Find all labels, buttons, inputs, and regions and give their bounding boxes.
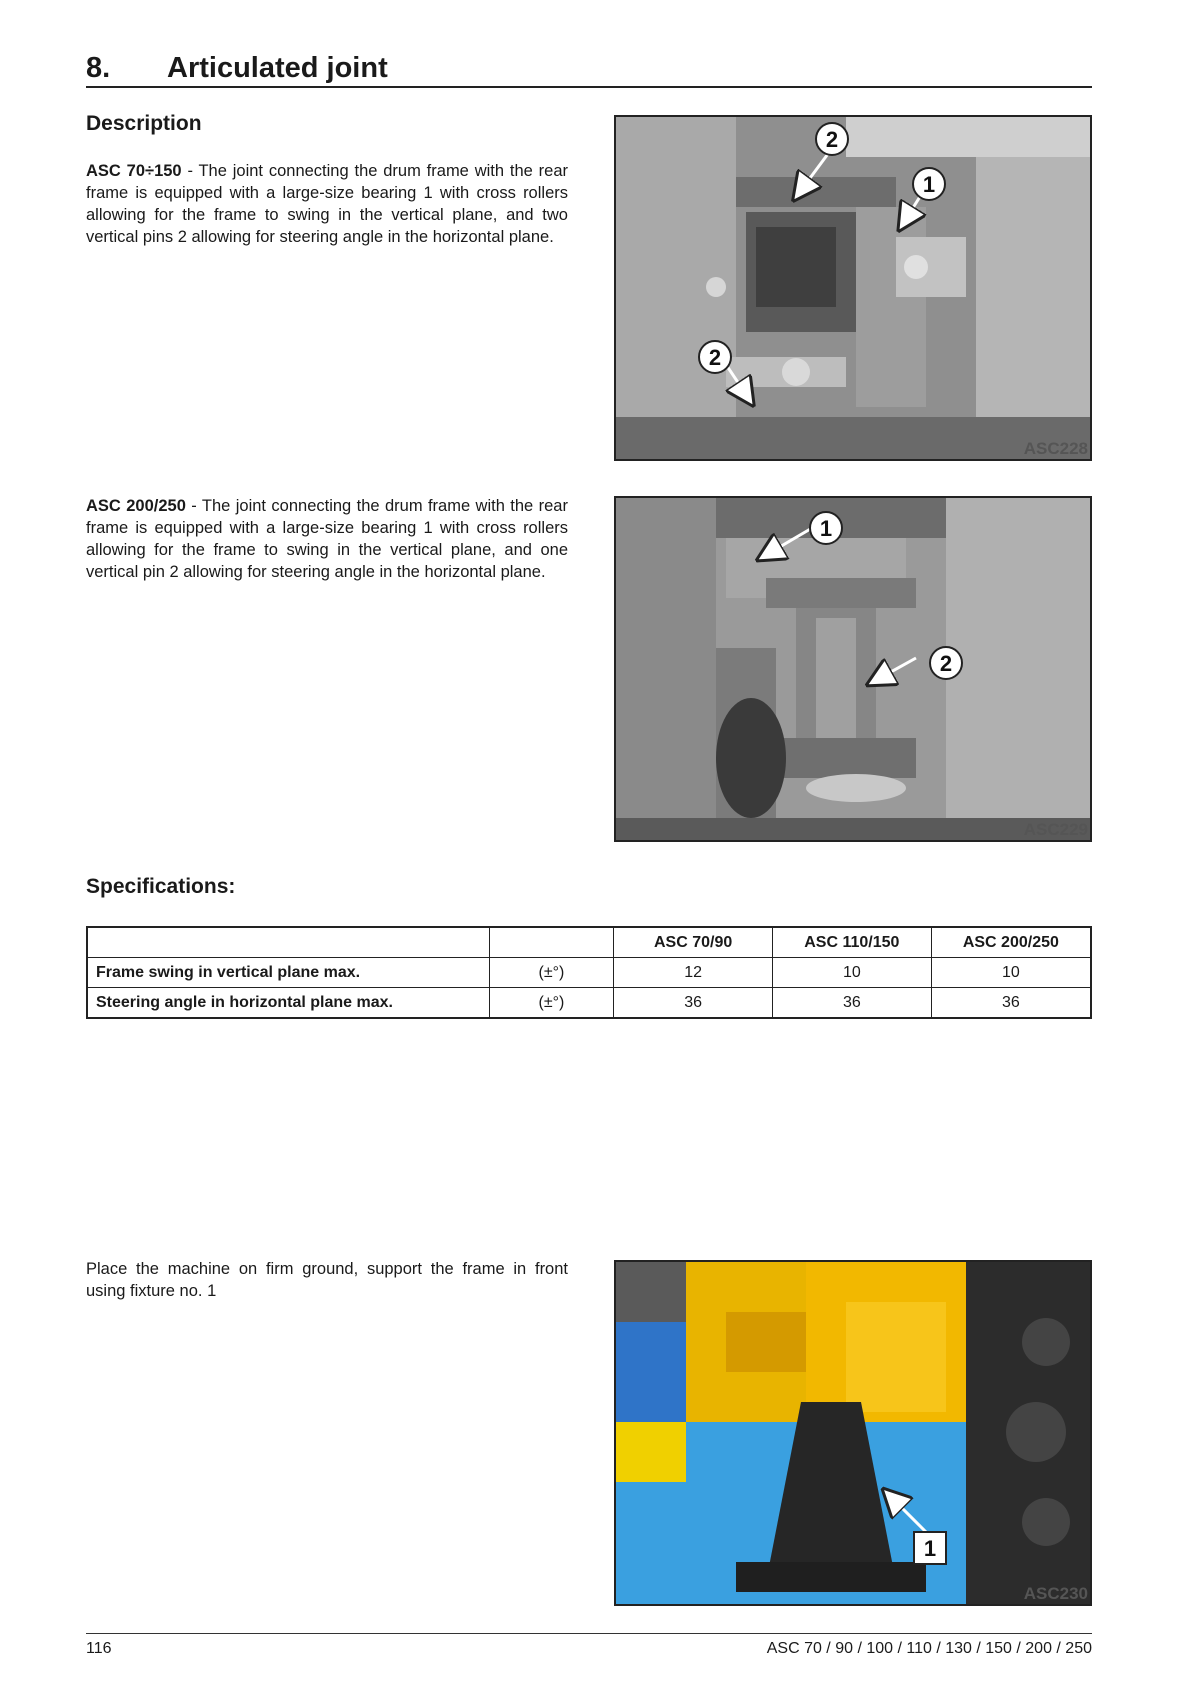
photo-asc229-image — [616, 498, 1090, 840]
procedure-text: Place the machine on firm ground, support the frame in front using fixture no. 1 — [86, 1260, 568, 1300]
table-header — [489, 927, 614, 958]
callout-number: 1 — [922, 172, 936, 197]
table-cell: 36 — [772, 988, 931, 1019]
table-row — [87, 988, 1091, 1019]
callout-number: 2 — [708, 345, 722, 370]
callout-number: 1 — [819, 516, 833, 541]
specifications-table — [86, 926, 1092, 1019]
photo-code: ASC229 — [1023, 820, 1088, 839]
footer-models: ASC 70 / 90 / 100 / 110 / 130 / 150 / 200 / 250 — [766, 1640, 1092, 1657]
photo-asc228-image — [616, 117, 1090, 459]
row-unit: (±°) — [489, 988, 614, 1019]
callout-number: 1 — [923, 1536, 937, 1561]
model-label-1: ASC 70÷150 — [86, 162, 182, 180]
page-number: 116 — [86, 1640, 112, 1657]
table-header: ASC 200/250 — [931, 927, 1091, 958]
description-paragraph-1 — [86, 160, 568, 248]
model-label-2: ASC 200/250 — [86, 497, 186, 515]
section-title — [86, 46, 1092, 88]
table-cell: 10 — [931, 958, 1091, 988]
photo-code: ASC228 — [1023, 439, 1088, 458]
photo-code: ASC230 — [1023, 1584, 1088, 1603]
table-cell: 36 — [931, 988, 1091, 1019]
table-header-row — [87, 927, 1091, 958]
callout-number: 2 — [939, 651, 953, 676]
description-heading: Description — [86, 112, 202, 135]
row-unit: (±°) — [489, 958, 614, 988]
table-cell: 12 — [614, 958, 773, 988]
section-heading: Articulated joint — [167, 52, 388, 84]
table-row — [87, 958, 1091, 988]
table-cell: 36 — [614, 988, 773, 1019]
photo-asc230-image — [616, 1262, 1090, 1604]
table-cell: 10 — [772, 958, 931, 988]
row-label: Frame swing in vertical plane max. — [87, 958, 489, 988]
row-label: Steering angle in horizontal plane max. — [87, 988, 489, 1019]
specifications-heading: Specifications: — [86, 875, 236, 898]
table-header: ASC 110/150 — [772, 927, 931, 958]
description-text-1: - The joint connecting the drum frame with the rear frame is equipped with a large-size bearing 1 with cross rollers allowing for the frame to swing in the vertical plane, and two vertical pins 2 allowing for steering angle in the horizontal plane. — [86, 162, 568, 246]
description-text-2: - The joint connecting the drum frame with the rear frame is equipped with a large-size bearing 1 with cross rollers allowing for the frame to swing in the vertical plane, and one vertical pin 2 allowing for steering angle in the horizontal plane. — [86, 497, 568, 581]
section-number: 8. — [86, 52, 111, 84]
photo-asc230 — [614, 1260, 1092, 1606]
footer-divider — [86, 1633, 1092, 1634]
table-header: ASC 70/90 — [614, 927, 773, 958]
description-paragraph-2 — [86, 495, 568, 583]
callout-number: 2 — [825, 127, 839, 152]
table-header — [87, 927, 489, 958]
photo-asc228 — [614, 115, 1092, 461]
photo-asc229 — [614, 496, 1092, 842]
